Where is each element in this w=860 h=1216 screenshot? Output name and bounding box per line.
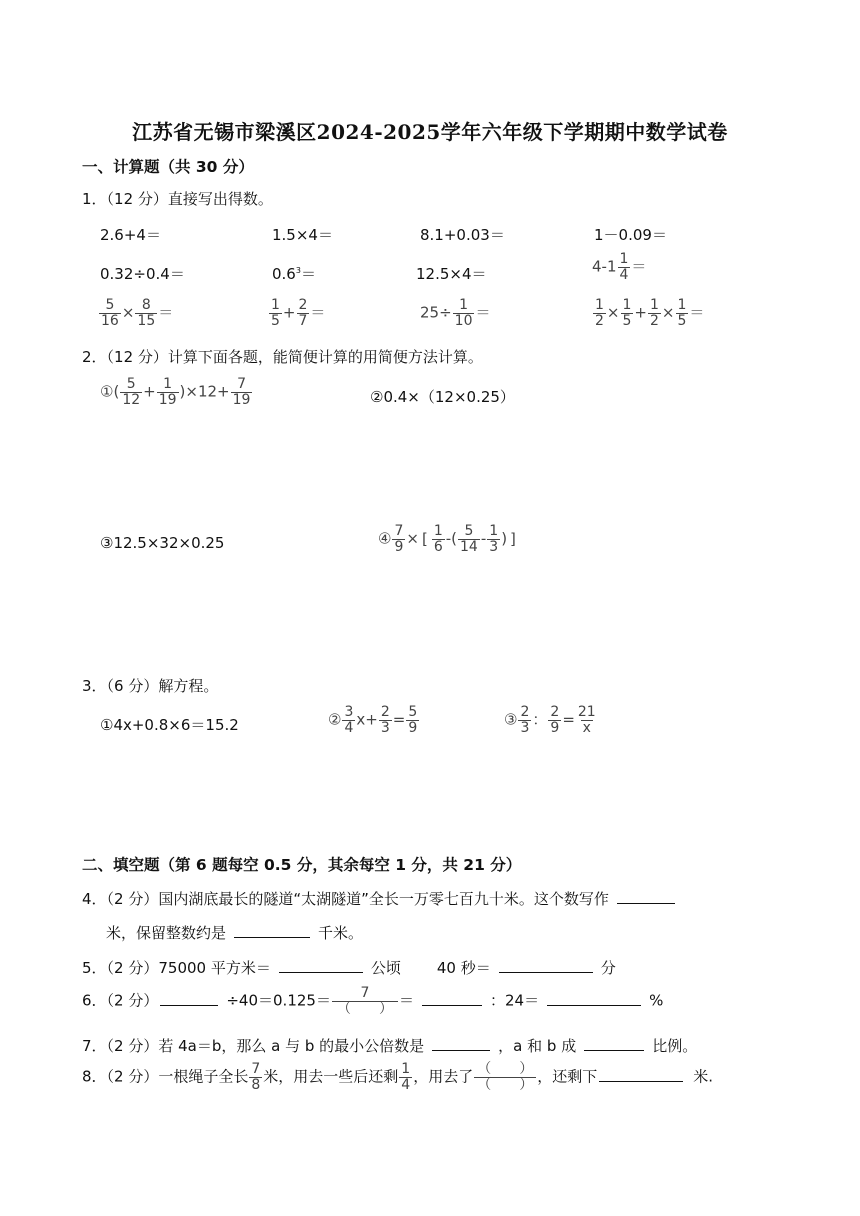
- section-heading-fill-blank: 二、填空题（第 6 题每空 0.5 分，其余每空 1 分，共 21 分）: [82, 856, 522, 874]
- calc-item: 2.6+4＝: [100, 226, 161, 244]
- calc-item: 8.1+0.03＝: [420, 226, 505, 244]
- calc-item: 1.5×4＝: [272, 226, 333, 244]
- question-3: [82, 675, 218, 696]
- question-4-line2: 米，保留整数约是 千米。: [106, 924, 364, 942]
- calc-item-fraction: $\frac{5}{16}$ × $\frac{8}{15}$ ＝: [101, 297, 174, 329]
- question-number: 3．: [82, 677, 107, 695]
- question-text: （6 分）解方程。: [106, 677, 219, 695]
- calc-item-fraction: $\frac{1}{5}$ + $\frac{2}{7}$ ＝: [271, 297, 326, 329]
- question-text: （12 分）计算下面各题，能简便计算的用简便方法计算。: [106, 348, 483, 366]
- answer-blank[interactable]: [234, 922, 310, 938]
- question-number: 8．: [82, 1067, 107, 1086]
- question-number: 2．: [82, 348, 107, 366]
- calc-item: 1－0.09＝: [594, 226, 667, 244]
- question-number: 6．: [82, 991, 107, 1010]
- equation-3: ③ $\frac{2}{3}$ ： $\frac{2}{9}$ = $\frac{21}{x}$: [504, 704, 596, 736]
- page-title: 江苏省无锡市梁溪区2024-2025学年六年级下学期期中数学试卷: [132, 120, 728, 144]
- answer-blank[interactable]: [160, 990, 218, 1006]
- question-number: 4．: [82, 890, 107, 908]
- calc-problem-3: ③12.5×32×0.25: [100, 534, 225, 552]
- answer-blank[interactable]: [547, 990, 641, 1006]
- question-text: （12 分）直接写出得数。: [106, 190, 273, 208]
- calc-item: 0.32÷0.4＝: [100, 265, 185, 283]
- answer-blank[interactable]: [617, 888, 675, 904]
- calc-item-power: $0.6^3=$: [272, 265, 316, 283]
- question-8: 8．（2 分）一根绳子全长 $\frac{7}{8}$ 米，用去一些后还剩 $\frac{1}{4}$ ，用去了 $\frac{( )}{( )}$ ，还剩下 米.: [82, 1061, 714, 1093]
- answer-blank[interactable]: [432, 1035, 490, 1051]
- question-number: 7．: [82, 1037, 107, 1055]
- question-1: [82, 188, 273, 209]
- answer-blank[interactable]: [584, 1035, 644, 1051]
- question-2: [82, 346, 483, 367]
- calc-problem-2: ②0.4×（12×0.25）: [370, 388, 515, 406]
- calc-item-mixed: 4-1 $\frac{1}{4}$ ＝: [592, 251, 647, 283]
- calc-item: 12.5×4＝: [416, 265, 487, 283]
- question-number: 1．: [82, 190, 107, 208]
- answer-blank[interactable]: [599, 1066, 683, 1082]
- question-number: 5．: [82, 959, 107, 977]
- answer-blank[interactable]: [279, 957, 363, 973]
- question-4: 4．（2 分）国内湖底最长的隧道“太湖隧道”全长一万零七百九十米。这个数写作: [82, 888, 679, 909]
- calc-problem-1: ①( $\frac{5}{12}$ + $\frac{1}{19}$ )×12+ $\frac{7}{19}$: [100, 376, 251, 408]
- calc-item-fraction: $\frac{1}{2}$ × $\frac{1}{5}$ + $\frac{1}{2}$ × $\frac{1}{5}$ ＝: [595, 297, 705, 329]
- calc-problem-4: ④ $\frac{7}{9}$ × [ $\frac{1}{6}$ -( $\frac{5}{14}$ - $\frac{1}{3}$ ) ]: [378, 523, 516, 555]
- section-heading-calculation: 一、计算题（共 30 分）: [82, 158, 254, 176]
- answer-blank[interactable]: [422, 990, 482, 1006]
- equation-1: ①4x+0.8×6＝15.2: [100, 716, 239, 734]
- question-7: 7．（2 分）若 4a＝b，那么 a 与 b 的最小公倍数是 ，a 和 b 成 比例。: [82, 1037, 698, 1055]
- question-5: 5．（2 分）75000 平方米＝ 公顷 40 秒＝ 分: [82, 959, 616, 977]
- answer-blank[interactable]: [499, 957, 593, 973]
- equation-2: ② $\frac{3}{4}$ x+ $\frac{2}{3}$ = $\frac{5}{9}$: [328, 704, 418, 736]
- calc-item-fraction: 25÷ $\frac{1}{10}$ ＝: [420, 297, 491, 329]
- question-6: 6．（2 分） ÷40＝0.125＝ $\frac{7}{( )}$ ＝ ：24＝ %: [82, 985, 664, 1017]
